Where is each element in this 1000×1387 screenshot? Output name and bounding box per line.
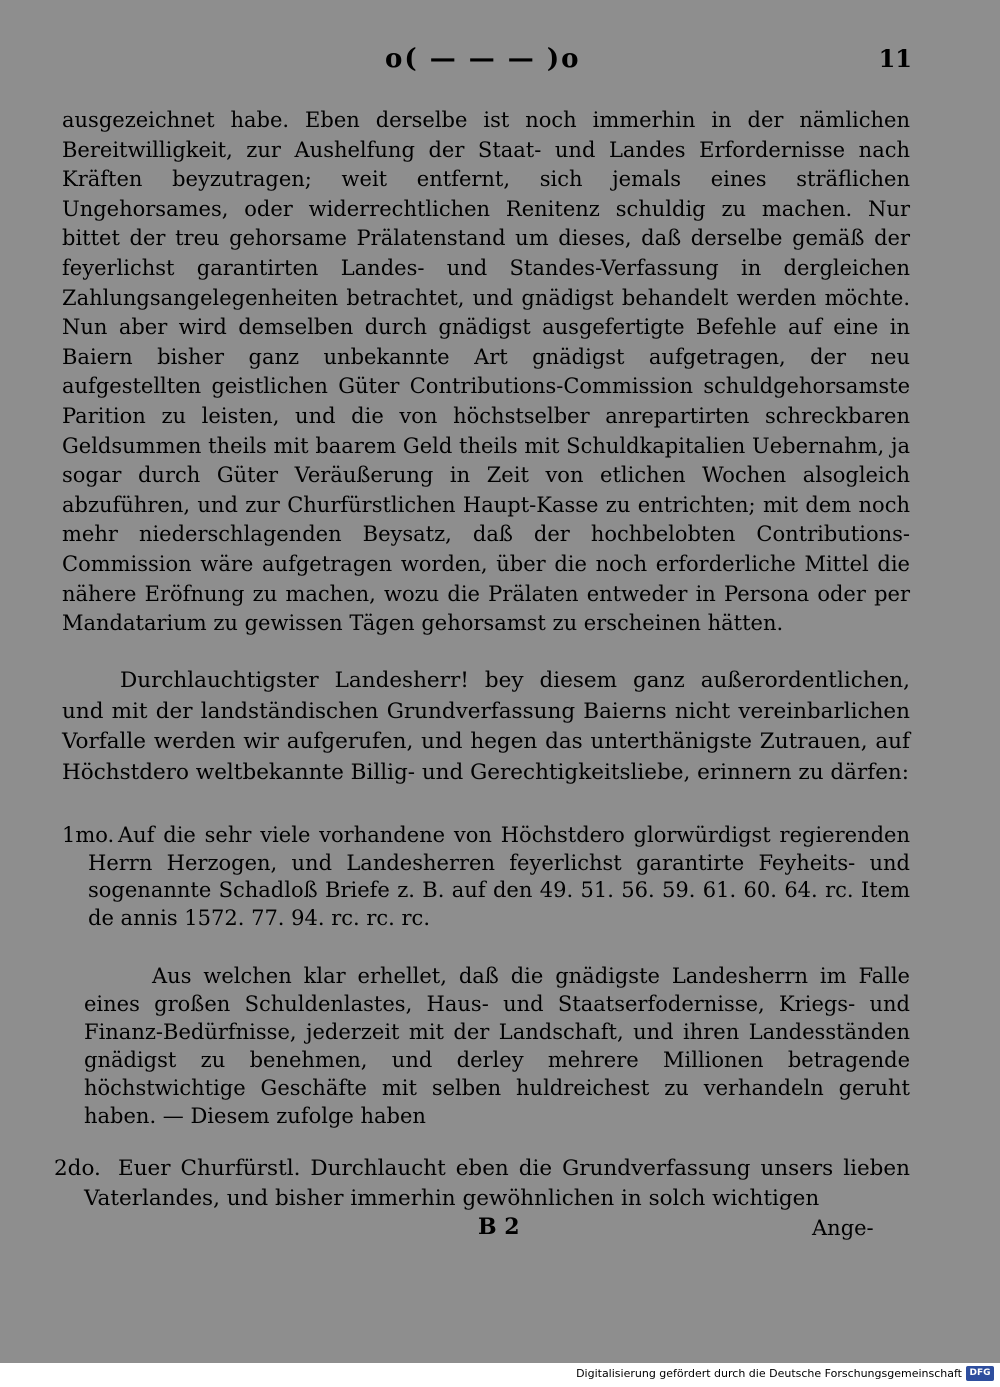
item-2-text: Euer Churfürstl. Durchlaucht eben die Grundverfassung unsers lieben Vaterlandes, und bisher immerhin gewöhnlichen in solch wichtigen [84,1156,910,1211]
paragraph-1: ausgezeichnet habe. Eben derselbe ist noch immerhin in der nämlichen Bereitwilligkeit, zur Aushelfung der Staat- und Landes Erfordernisse nach Kräften beyzutragen; weit entfernt, sich jemals eines sträflichen Ungehorsames, oder widerrechtlichen Renitenz schuldig zu machen. Nur bittet der treu gehorsame Prälatenstand um dieses, daß derselbe gemäß der feyerlichst garantirten Landes- und Standes-Verfassung in dergleichen Zahlungsangelegenheiten betrachtet, und gnädigst behandelt werden möchte. Nun aber wird demselben durch gnädigst ausgefertigte Befehle auf eine in Baiern bisher ganz unbekannte Art gnädigst aufgetragen, der neu aufgestellten geistlichen Güter Contributions-Commission schuldgehorsamste Parition zu leisten, und die von höchstselber anrepartirten schreckbaren Geldsummen theils mit baarem Geld theils mit Schuldkapitalien Uebernahm, ja sogar durch Güter Veräußerung in Zeit von etlichen Wochen alsogleich abzuführen, und zur Churfürstlichen Haupt-Kasse zu entrichten; mit dem noch mehr niederschlagenden Beysatz, daß der hochbelobten Contributions-Commission wäre aufgetragen worden, über die noch erforderliche Mittel die nähere Eröfnung zu machen, wozu die Prälaten entweder in Persona oder per Mandatarium zu gewissen Tägen gehorsamst zu erscheinen hätten. [62,108,910,636]
footer-bar [0,1363,1000,1387]
dfg-logo-icon: DFG [966,1366,994,1381]
list-item-2 [54,1154,910,1214]
list-item-1 [62,822,910,932]
page-number: 11 [878,44,912,73]
paragraph-3: Aus welchen klar erhellet, daß die gnädigste Landesherrn im Falle eines großen Schuldenlastes, Haus- und Staatserfodernisse, Kriegs- und Finanz-Bedürfnisse, jederzeit mit der Landschaft, und ihren Landesständen gnädigst zu benehmen, und derley mehrere Millionen betragende höchstwichtige Geschäfte mit selben huldreichest zu verhandeln geruht haben. — Diesem zufolge haben [84,964,910,1128]
signature-mark: B 2 [478,1214,520,1240]
paragraph-2: Durchlauchtigster Landesherr! bey diesem ganz außerordentlichen, und mit der landständischen Grundverfassung Baierns nicht vereinbarlichen Vorfalle werden wir aufgerufen, und hegen das unterthänigste Zutrauen, auf Höchstdero weltbekannte Billig- und Gerechtigkeitsliebe, erinnern zu därfen: [62,668,910,785]
page-header [0,40,1000,80]
item-2-number: 2do. [54,1156,101,1181]
item-1-number: 1mo. [62,823,115,847]
funding-credit: Digitalisierung gefördert durch die Deutsche Forschungsgemeinschaft [576,1367,962,1380]
catchword: Ange- [812,1216,874,1240]
header-ornament: o( — — — )o [385,44,581,74]
item-1-text: Auf die sehr viele vorhandene von Höchstdero glorwürdigst regierenden Herrn Herzogen, und Landesherren feyerlichst garantirte Feyheits- und sogenannte Schadloß Briefe z. B. auf den 49. 51. 56. 59. 61. 60. 64. rc. Item de annis 1572. 77. 94. rc. rc. rc. [88,823,910,930]
